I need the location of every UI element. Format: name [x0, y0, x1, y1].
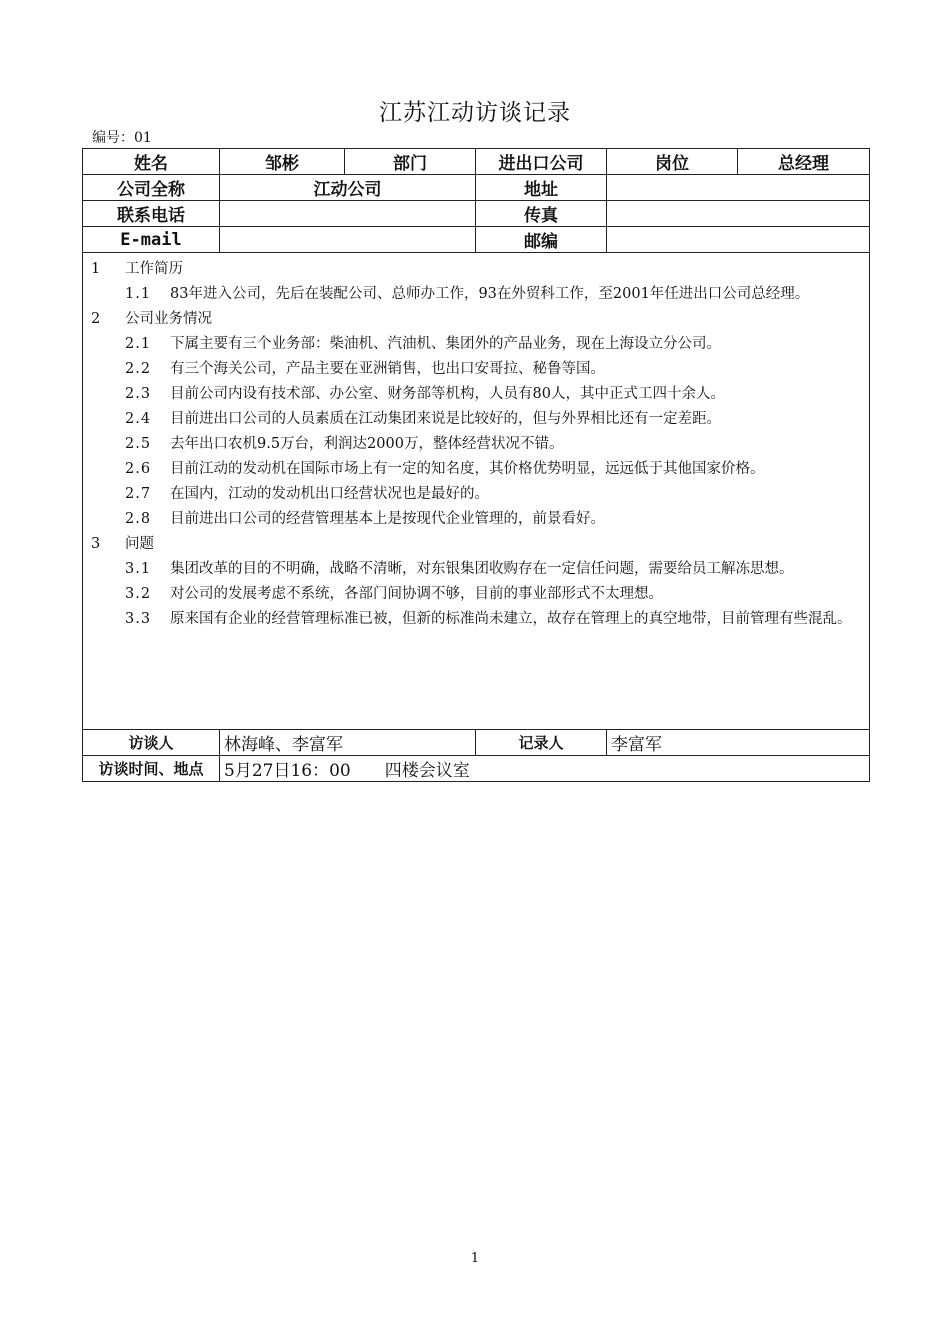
item-number: 1.1	[125, 286, 152, 302]
phone-value	[220, 201, 476, 227]
fax-label: 传真	[476, 201, 607, 227]
list-item	[91, 357, 861, 382]
item-text: 目前进出口公司的人员素质在江动集团来说是比较好的，但与外界相比还有一定差距。	[170, 411, 721, 427]
list-item	[91, 482, 861, 507]
list-item	[91, 507, 861, 532]
row-timeplace	[83, 756, 870, 782]
item-number: 2.6	[125, 461, 152, 477]
item-text: 目前公司内设有技术部、办公室、财务部等机构，人员有80人，其中正式工四十余人。	[170, 386, 725, 402]
row-content	[83, 253, 870, 730]
section-heading	[91, 532, 861, 557]
item-text: 目前进出口公司的经营管理基本上是按现代企业管理的，前景看好。	[170, 511, 605, 527]
item-number: 2.7	[125, 486, 152, 502]
interviewer-value: 林海峰、李富军	[220, 730, 476, 756]
list-item	[91, 432, 861, 457]
item-text: 下属主要有三个业务部：柴油机、汽油机、集团外的产品业务，现在上海设立分公司。	[170, 336, 721, 352]
item-number: 2.8	[125, 511, 152, 527]
section-3	[91, 532, 861, 632]
list-item	[91, 457, 861, 482]
item-number: 2.1	[125, 336, 152, 352]
item-number: 2.2	[125, 361, 152, 377]
item-number: 3.1	[125, 561, 152, 577]
list-item	[91, 282, 861, 307]
item-number: 2.5	[125, 436, 152, 452]
row-name	[83, 149, 870, 175]
address-value	[607, 175, 870, 201]
list-item	[91, 607, 861, 632]
company-label: 公司全称	[83, 175, 220, 201]
postcode-label: 邮编	[476, 227, 607, 253]
section-title: 工作简历	[125, 261, 183, 277]
timeplace-label: 访谈时间、地点	[83, 756, 220, 782]
item-text: 83年进入公司，先后在装配公司、总师办工作，93在外贸科工作，至2001年任进出口公司总经理。	[170, 286, 810, 302]
list-item	[91, 582, 861, 607]
section-title: 问题	[125, 536, 154, 552]
section-number: 2	[91, 311, 101, 327]
item-text: 在国内，江动的发动机出口经营状况也是最好的。	[170, 486, 489, 502]
item-text: 去年出口农机9.5万台，利润达2000万，整体经营状况不错。	[170, 436, 564, 452]
item-number: 2.4	[125, 411, 152, 427]
section-heading	[91, 257, 861, 282]
email-label: E-mail	[83, 227, 220, 253]
row-company	[83, 175, 870, 201]
section-heading	[91, 307, 861, 332]
address-label: 地址	[476, 175, 607, 201]
item-number: 3.2	[125, 586, 152, 602]
timeplace-value: 5月27日16：00 四楼会议室	[220, 756, 870, 782]
recorder-label: 记录人	[476, 730, 607, 756]
company-value: 江动公司	[220, 175, 476, 201]
interview-table	[82, 148, 870, 782]
list-item	[91, 332, 861, 357]
postcode-value	[607, 227, 870, 253]
interview-content	[83, 253, 870, 730]
phone-label: 联系电话	[83, 201, 220, 227]
section-1	[91, 257, 861, 307]
list-item	[91, 382, 861, 407]
interviewer-label: 访谈人	[83, 730, 220, 756]
name-label: 姓名	[83, 149, 220, 175]
recorder-value: 李富军	[607, 730, 870, 756]
row-interviewer	[83, 730, 870, 756]
serial-number: 编号：01	[92, 130, 152, 146]
section-number: 1	[91, 261, 101, 277]
item-text: 原来国有企业的经营管理标准已被，但新的标准尚未建立，故存在管理上的真空地带，目前管理有些混乱。	[170, 611, 852, 627]
email-value	[220, 227, 476, 253]
document-title: 江苏江动访谈记录	[379, 100, 571, 126]
section-title: 公司业务情况	[125, 311, 212, 327]
list-item	[91, 557, 861, 582]
section-2	[91, 307, 861, 532]
post-value: 总经理	[738, 149, 870, 175]
fax-value	[607, 201, 870, 227]
dept-label: 部门	[345, 149, 476, 175]
page-number: 1	[470, 1251, 480, 1266]
row-email	[83, 227, 870, 253]
row-phone	[83, 201, 870, 227]
section-number: 3	[91, 536, 101, 552]
item-text: 有三个海关公司，产品主要在亚洲销售，也出口安哥拉、秘鲁等国。	[170, 361, 605, 377]
post-label: 岗位	[607, 149, 738, 175]
item-text: 对公司的发展考虑不系统，各部门间协调不够，目前的事业部形式不太理想。	[170, 586, 663, 602]
list-item	[91, 407, 861, 432]
item-text: 集团改革的目的不明确，战略不清晰，对东银集团收购存在一定信任问题，需要给员工解冻思想。	[170, 561, 794, 577]
item-number: 2.3	[125, 386, 152, 402]
dept-value: 进出口公司	[476, 149, 607, 175]
item-number: 3.3	[125, 611, 152, 627]
item-text: 目前江动的发动机在国际市场上有一定的知名度，其价格优势明显，远远低于其他国家价格。	[170, 461, 765, 477]
name-value: 邹彬	[220, 149, 345, 175]
